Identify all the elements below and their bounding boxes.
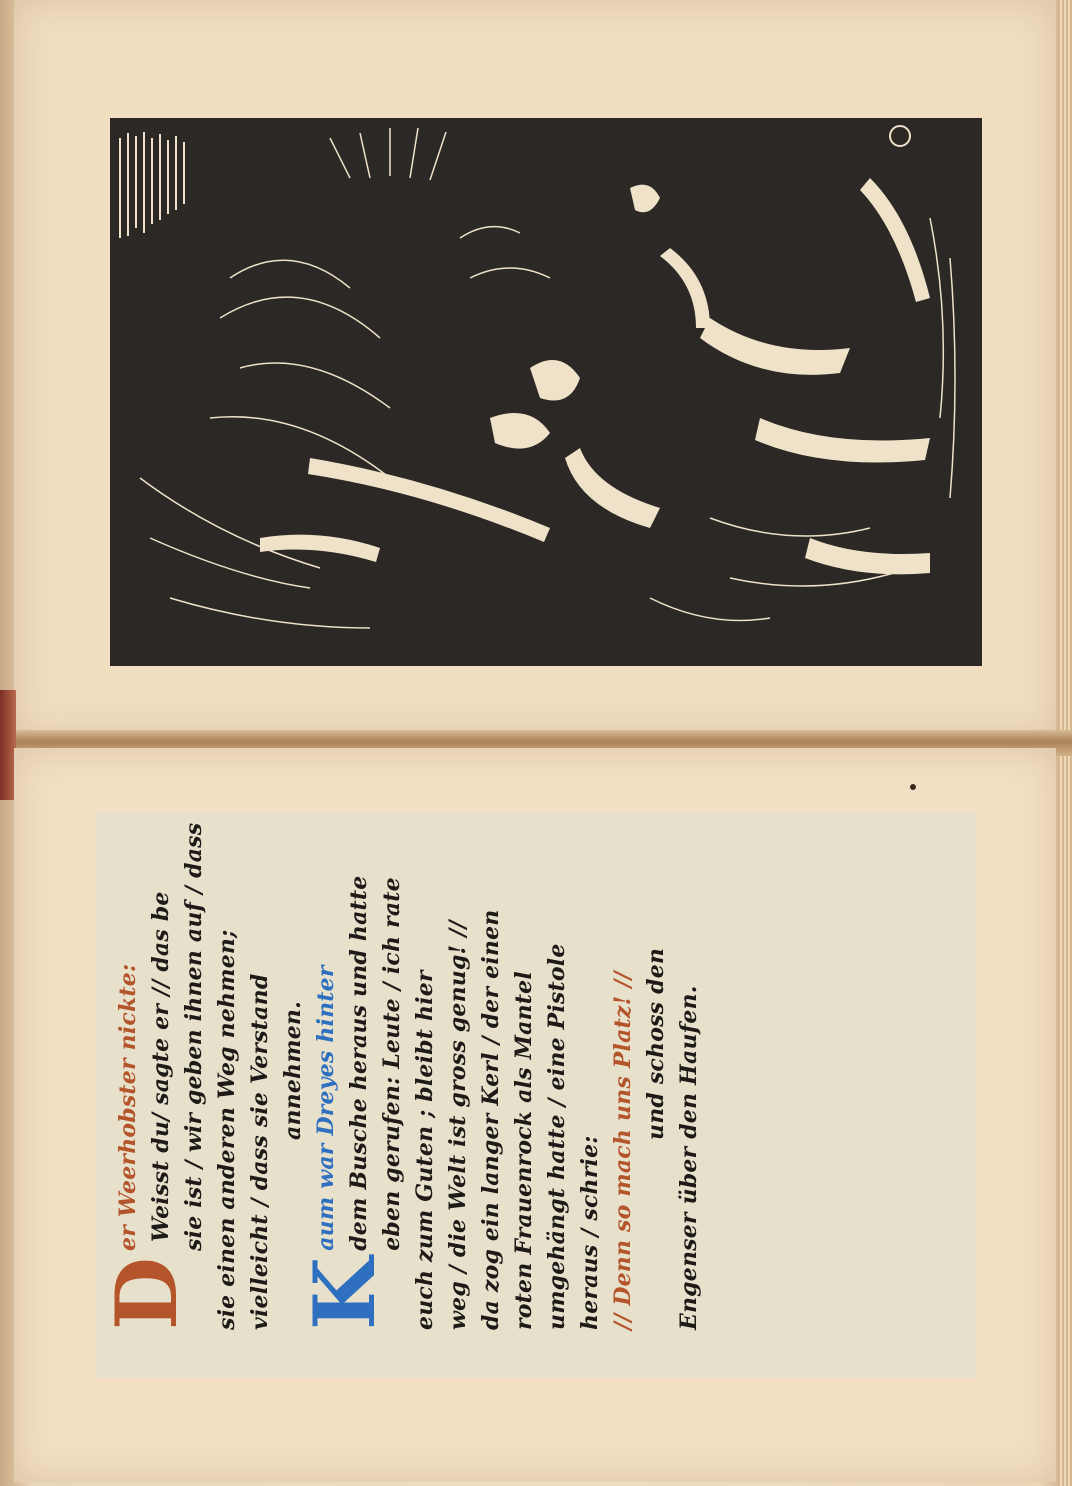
text-line xyxy=(244,810,277,1330)
text-line-content: euch zum Guten ; bleibt hier xyxy=(412,970,438,1330)
decorated-initial: D xyxy=(97,1256,196,1330)
decorated-initial: K xyxy=(295,1256,394,1330)
woodcut-battle-scene-image xyxy=(110,118,982,666)
text-line xyxy=(541,810,574,1330)
text-line xyxy=(607,810,640,1330)
text-line-content: und schoss den xyxy=(643,947,669,1140)
text-line xyxy=(178,810,211,1330)
text-line-content: roten Frauenrock als Mantel xyxy=(511,971,537,1330)
text-line xyxy=(145,810,178,1330)
illustration-page xyxy=(14,0,1056,739)
ink-speck xyxy=(910,784,916,790)
text-line-content: er Weerhobster nickte: xyxy=(115,963,141,1251)
text-line-content: Weisst du/ sagte er // das be xyxy=(148,891,174,1242)
text-line-content: heraus / schrie: xyxy=(577,1135,603,1330)
text-line xyxy=(475,810,508,1330)
text-line-content: Engenser über den Haufen. xyxy=(676,985,702,1330)
text-line xyxy=(211,810,244,1330)
text-line-content: sie einen anderen Weg nehmen; xyxy=(214,929,240,1330)
text-line xyxy=(442,810,475,1330)
text-line-content: annehmen. xyxy=(280,1001,306,1140)
calligraphy-text-block xyxy=(97,810,812,1330)
text-line xyxy=(574,810,607,1330)
text-line xyxy=(376,810,409,1330)
woodcut-illustration xyxy=(110,118,982,666)
text-line-content: eben gerufen: Leute / ich rate xyxy=(379,877,405,1251)
text-line xyxy=(343,810,376,1330)
text-line-content: dem Busche heraus und hatte xyxy=(346,875,372,1251)
text-line xyxy=(640,810,673,1330)
text-line-content: // Denn so mach uns Platz! // xyxy=(610,971,636,1330)
text-line-content: aum war Dreyes hinter xyxy=(313,965,339,1251)
text-line xyxy=(508,810,541,1330)
text-line-content: da zog ein langer Kerl / der einen xyxy=(478,909,504,1330)
text-line-content: sie ist / wir geben ihnen auf / dass xyxy=(181,822,207,1251)
text-line-content: vielleicht / dass sie Verstand xyxy=(247,973,273,1330)
text-line xyxy=(277,810,310,1330)
text-line-content: umgehängt hatte / eine Pistole xyxy=(544,943,570,1330)
text-line-content: weg / die Welt ist gross genug! // xyxy=(445,920,471,1330)
text-line xyxy=(673,810,706,1330)
text-line xyxy=(409,810,442,1330)
